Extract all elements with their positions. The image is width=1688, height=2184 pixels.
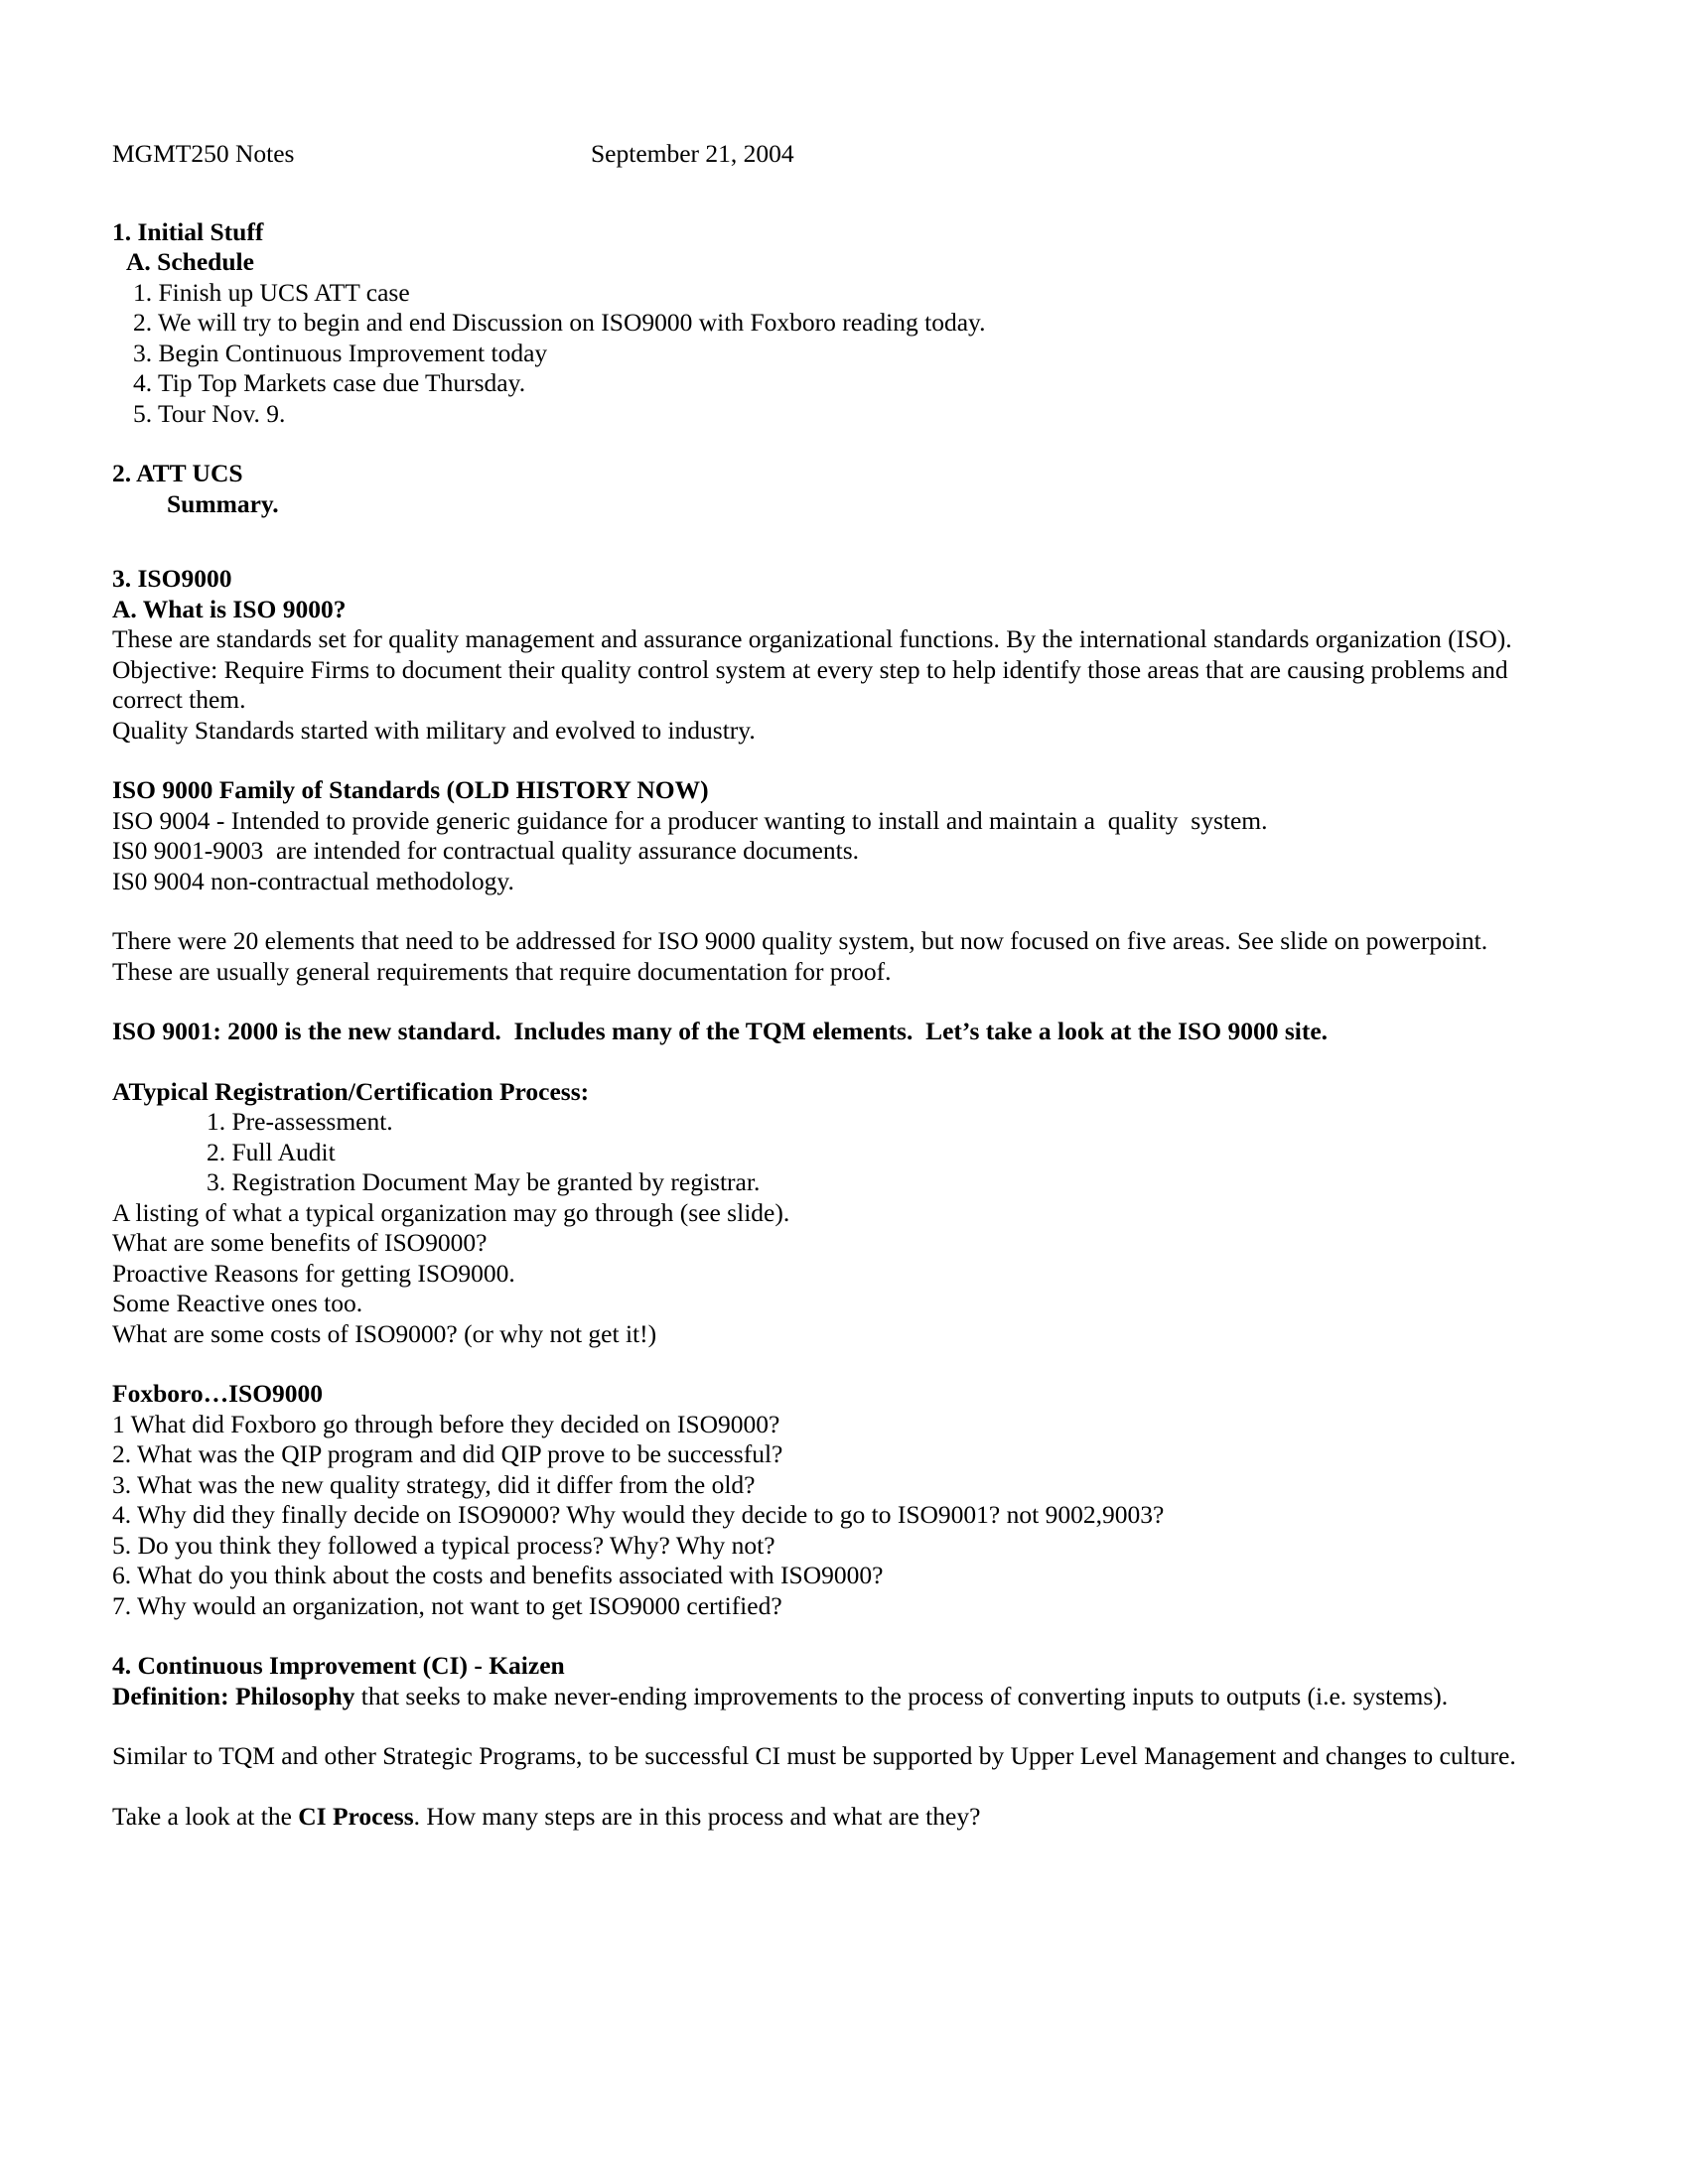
section-3-heading: 3. ISO9000 [112, 564, 232, 593]
schedule-item-3: 3. Begin Continuous Improvement today [133, 338, 548, 367]
spacer [112, 1349, 1539, 1379]
spacer [112, 746, 1539, 775]
ci-process-term: CI Process [298, 1801, 414, 1831]
section-4-heading: 4. Continuous Improvement (CI) - Kaizen [112, 1651, 565, 1680]
registration-process-heading: ATypical Registration/Certification Process: [112, 1076, 590, 1106]
section-2-summary: Summary. [167, 488, 279, 518]
process-step-3: 3. Registration Document May be granted by registrar. [207, 1167, 761, 1196]
foxboro-question-3: 3. What was the new quality strategy, did it differ from the old? [112, 1469, 756, 1499]
iso-family-heading: ISO 9000 Family of Standards (OLD HISTORY NOW) [112, 775, 709, 804]
spacer [112, 1621, 1539, 1651]
foxboro-question-7: 7. Why would an organization, not want to get ISO9000 certified? [112, 1590, 782, 1620]
spacer [112, 429, 1539, 459]
process-note-5: What are some costs of ISO9000? (or why not get it!) [112, 1318, 657, 1348]
iso-family-line-1: ISO 9004 - Intended to provide generic guidance for a producer wanting to install and maintain a quality system. [112, 805, 1268, 835]
foxboro-question-2: 2. What was the QIP program and did QIP prove to be successful? [112, 1439, 783, 1468]
section-1-heading: 1. Initial Stuff [112, 216, 264, 246]
spacer [112, 896, 1539, 926]
course-title: MGMT250 Notes [112, 139, 295, 168]
foxboro-question-1: 1 What did Foxboro go through before they decided on ISO9000? [112, 1409, 780, 1438]
foxboro-heading: Foxboro…ISO9000 [112, 1379, 324, 1408]
foxboro-question-6: 6. What do you think about the costs and benefits associated with ISO9000? [112, 1561, 884, 1589]
section-2-heading: 2. ATT UCS [112, 459, 243, 487]
schedule-item-5: 5. Tour Nov. 9. [133, 398, 286, 428]
spacer [112, 1772, 1539, 1802]
ci-definition-text: that seeks to make never-ending improvements to the process of converting inputs to outputs (i.e. systems). [354, 1681, 1449, 1710]
document-date: September 21, 2004 [591, 139, 794, 168]
ci-similar-paragraph: Similar to TQM and other Strategic Programs, to be successful CI must be supported by Upper Level Management and changes to culture. [112, 1741, 1516, 1770]
schedule-item-4: 4. Tip Top Markets case due Thursday. [133, 368, 526, 397]
process-note-2: What are some benefits of ISO9000? [112, 1228, 488, 1257]
process-step-1: 1. Pre-assessment. [207, 1107, 393, 1136]
document-body [112, 139, 1539, 1832]
section-3-subheading: A. What is ISO 9000? [112, 594, 347, 623]
ci-closing-paragraph [112, 1802, 1524, 1833]
schedule-item-2: 2. We will try to begin and end Discussion on ISO9000 with Foxboro reading today. [133, 308, 986, 337]
spacer [112, 549, 1539, 564]
ci-definition-paragraph [112, 1682, 1524, 1712]
iso-family-line-2: IS0 9001-9003 are intended for contractual quality assurance documents. [112, 836, 860, 865]
section-1-subheading: A. Schedule [126, 247, 254, 276]
quality-standards-line: Quality Standards started with military and evolved to industry. [112, 715, 756, 745]
process-step-2: 2. Full Audit [207, 1137, 336, 1166]
iso-definition-paragraph: These are standards set for quality management and assurance organizational functions. By the international standards organization (ISO). [112, 624, 1512, 653]
document-header [112, 139, 1539, 170]
foxboro-question-5: 5. Do you think they followed a typical process? Why? Why not? [112, 1530, 775, 1560]
spacer [112, 1711, 1539, 1741]
spacer [112, 519, 1539, 549]
ci-closing-prefix: Take a look at the [112, 1801, 299, 1831]
process-note-3: Proactive Reasons for getting ISO9000. [112, 1258, 515, 1288]
process-note-4: Some Reactive ones too. [112, 1289, 363, 1317]
spacer [112, 987, 1539, 1017]
iso-family-line-3: IS0 9004 non-contractual methodology. [112, 866, 514, 895]
process-note-1: A listing of what a typical organization may go through (see slide). [112, 1197, 790, 1227]
ci-closing-suffix: . How many steps are in this process and what are they? [413, 1801, 981, 1831]
spacer [112, 1047, 1539, 1077]
ci-definition-label: Definition: Philosophy [112, 1681, 355, 1710]
iso-new-standard-line: ISO 9001: 2000 is the new standard. Includes many of the TQM elements. Let’s take a look at the ISO 9000 site. [112, 1017, 1329, 1045]
schedule-item-1: 1. Finish up UCS ATT case [133, 277, 410, 307]
iso-objective-paragraph: Objective: Require Firms to document their quality control system at every step to help identify those areas that are causing problems and correct them. [112, 654, 1508, 714]
iso-elements-paragraph: There were 20 elements that need to be addressed for ISO 9000 quality system, but now focused on five areas. See slide on powerpoint. These are usually general requirements that require documentation for proof. [112, 926, 1488, 986]
foxboro-question-4: 4. Why did they finally decide on ISO9000? Why would they decide to go to ISO9001? not 9002,9003? [112, 1500, 1165, 1529]
